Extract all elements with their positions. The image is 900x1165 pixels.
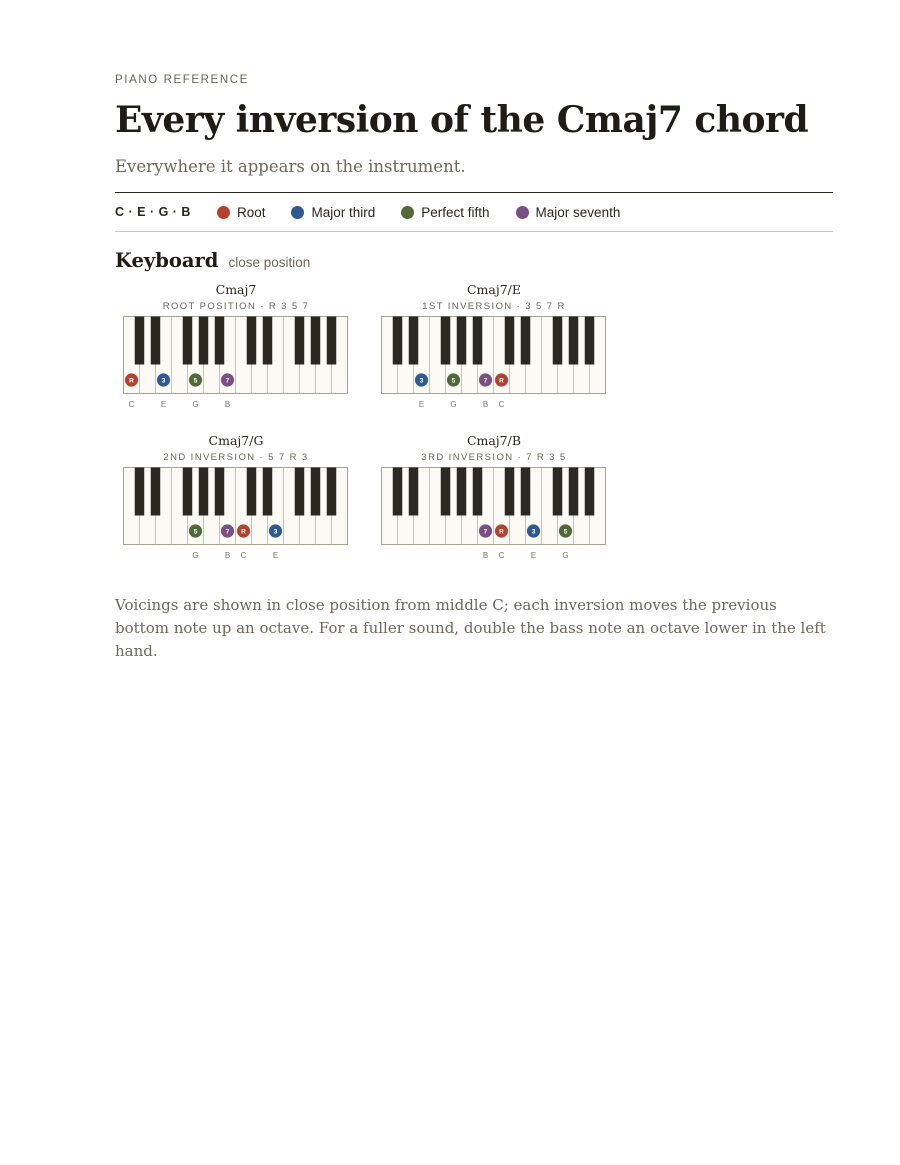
- chord-name: Cmaj7/B: [466, 433, 522, 448]
- black-key: [521, 317, 531, 365]
- note-name-label: E: [160, 400, 167, 409]
- eyebrow: PIANO REFERENCE: [115, 74, 249, 86]
- black-key: [409, 468, 419, 516]
- black-key: [247, 317, 257, 365]
- note-marker: [189, 373, 202, 386]
- black-key: [585, 317, 595, 365]
- degree-label: 5: [193, 377, 198, 385]
- section-header: [115, 249, 310, 272]
- black-key: [505, 317, 515, 365]
- degree-label: R: [241, 528, 246, 536]
- black-key: [135, 468, 145, 516]
- degree-label: 7: [225, 528, 230, 536]
- black-key: [183, 317, 193, 365]
- degree-label: R: [129, 377, 134, 385]
- black-key: [295, 468, 305, 516]
- chord-name: Cmaj7/G: [208, 433, 264, 448]
- legend-divider: [115, 231, 833, 232]
- legend-label: Major third: [311, 204, 376, 220]
- black-key: [585, 468, 595, 516]
- degree-label: 7: [483, 377, 488, 385]
- footnote: Voicings are shown in close position from middle C; each inversion moves the previous bottom note up an octave. For a fuller sound, double the bass note an octave lower in the left hand.: [115, 596, 826, 660]
- black-key: [151, 468, 161, 516]
- header-divider: [115, 192, 833, 193]
- keyboard: [123, 467, 349, 567]
- note-name-label: B: [224, 551, 231, 560]
- note-name-label: B: [482, 400, 489, 409]
- note-name-label: C: [498, 400, 505, 409]
- keyboard-diagram: [123, 282, 349, 416]
- note-name-label: E: [418, 400, 425, 409]
- note-marker: [447, 373, 460, 386]
- keyboard: [123, 316, 349, 416]
- black-key: [457, 468, 467, 516]
- note-name-label: G: [192, 400, 199, 409]
- black-key: [569, 468, 579, 516]
- black-key: [311, 317, 321, 365]
- black-key: [473, 317, 483, 365]
- legend-label: Root: [236, 204, 266, 220]
- third-dot-icon: [291, 206, 304, 219]
- legend-item-fifth: [401, 205, 489, 220]
- note-marker: [221, 524, 234, 537]
- black-key: [151, 317, 161, 365]
- black-key: [409, 317, 419, 365]
- degree-label: R: [499, 377, 504, 385]
- keyboard-diagram: [123, 433, 349, 567]
- note-name-label: E: [272, 551, 279, 560]
- black-key: [135, 317, 145, 365]
- black-key: [327, 317, 337, 365]
- black-key: [183, 468, 193, 516]
- black-key: [441, 468, 451, 516]
- black-key: [247, 468, 257, 516]
- keyboard: [381, 467, 607, 567]
- page-subtitle: Everywhere it appears on the instrument.: [115, 157, 466, 176]
- chord-notes: C · E · G · B: [115, 205, 191, 219]
- degree-label: 5: [193, 528, 198, 536]
- keyboard-diagram: [381, 282, 607, 416]
- black-key: [457, 317, 467, 365]
- degree-label: 3: [419, 377, 424, 385]
- page-title: Every inversion of the Cmaj7 chord: [115, 99, 809, 141]
- note-marker: [495, 373, 508, 386]
- note-marker: [559, 524, 572, 537]
- black-key: [311, 468, 321, 516]
- note-marker: [415, 373, 428, 386]
- degree-label: 3: [273, 528, 278, 536]
- degree-label: R: [499, 528, 504, 536]
- root-dot-icon: [217, 206, 230, 219]
- black-key: [263, 468, 273, 516]
- chord-name: Cmaj7: [215, 282, 257, 297]
- inversion-label: 1ST INVERSION · 3 5 7 R: [422, 301, 566, 312]
- keyboard-diagram: [381, 433, 607, 567]
- note-marker: [157, 373, 170, 386]
- note-marker: [221, 373, 234, 386]
- black-key: [199, 317, 209, 365]
- legend-item-third: [291, 205, 375, 220]
- degree-label: 5: [563, 528, 568, 536]
- degree-label: 5: [451, 377, 456, 385]
- note-name-label: G: [450, 400, 457, 409]
- note-marker: [237, 524, 250, 537]
- degree-label: 3: [161, 377, 166, 385]
- black-key: [295, 317, 305, 365]
- note-marker: [495, 524, 508, 537]
- note-name-label: C: [498, 551, 505, 560]
- note-marker: [479, 373, 492, 386]
- note-name-label: C: [240, 551, 247, 560]
- degree-label: 7: [225, 377, 230, 385]
- note-name-label: G: [192, 551, 199, 560]
- note-name-label: B: [482, 551, 489, 560]
- note-marker: [479, 524, 492, 537]
- fifth-dot-icon: [401, 206, 414, 219]
- inversion-label: 2ND INVERSION · 5 7 R 3: [163, 452, 309, 463]
- inversion-label: 3RD INVERSION · 7 R 3 5: [421, 452, 567, 463]
- section-subtitle: close position: [228, 255, 311, 270]
- note-marker: [125, 373, 138, 386]
- black-key: [199, 468, 209, 516]
- black-key: [473, 468, 483, 516]
- legend-label: Perfect fifth: [421, 204, 490, 220]
- note-name-label: E: [530, 551, 537, 560]
- note-marker: [189, 524, 202, 537]
- legend-item-seventh: [516, 205, 621, 220]
- black-key: [215, 317, 225, 365]
- legend-item-root: [217, 205, 266, 220]
- inversion-label: ROOT POSITION · R 3 5 7: [162, 301, 310, 312]
- legend: [115, 203, 646, 221]
- chord-name: Cmaj7/E: [466, 282, 522, 297]
- legend-label: Major seventh: [535, 204, 621, 220]
- black-key: [393, 468, 403, 516]
- black-key: [441, 317, 451, 365]
- black-key: [263, 317, 273, 365]
- black-key: [505, 468, 515, 516]
- keyboard: [381, 316, 607, 416]
- section-title: Keyboard: [115, 249, 219, 272]
- note-marker: [269, 524, 282, 537]
- note-name-label: C: [128, 400, 135, 409]
- note-marker: [527, 524, 540, 537]
- note-name-label: G: [562, 551, 569, 560]
- black-key: [215, 468, 225, 516]
- black-key: [553, 468, 563, 516]
- black-key: [553, 317, 563, 365]
- seventh-dot-icon: [516, 206, 529, 219]
- black-key: [569, 317, 579, 365]
- degree-label: 3: [531, 528, 536, 536]
- black-key: [393, 317, 403, 365]
- degree-label: 7: [483, 528, 488, 536]
- black-key: [327, 468, 337, 516]
- note-name-label: B: [224, 400, 231, 409]
- black-key: [521, 468, 531, 516]
